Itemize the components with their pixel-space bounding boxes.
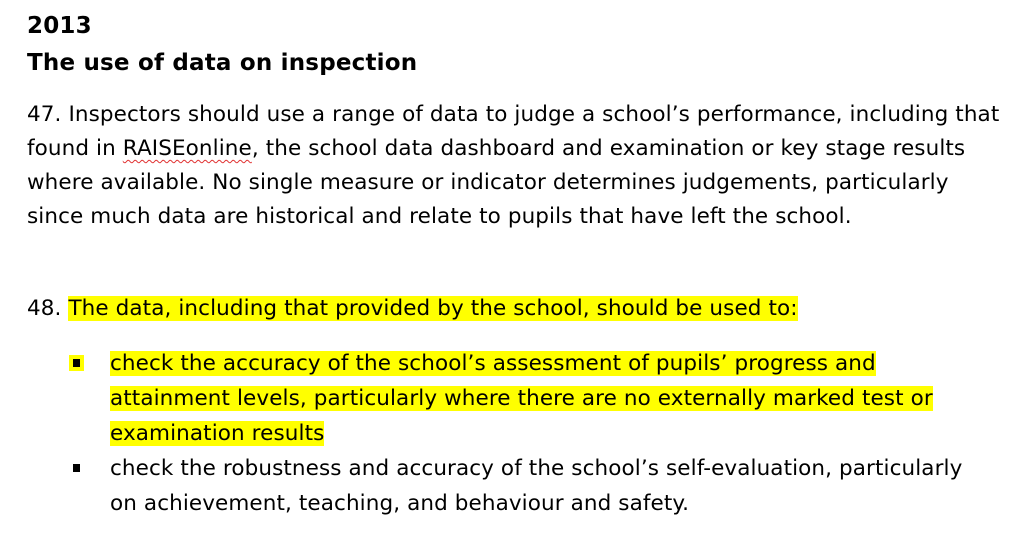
paragraph-number: 48. (27, 296, 62, 321)
bullet-icon (73, 464, 80, 472)
paragraph-number: 47. (27, 102, 62, 127)
paragraph-text-start: Inspectors should use a range of data to judge a school’s performance, including that found in (27, 102, 1000, 161)
paragraph-47 (27, 98, 1007, 234)
highlighted-text: check the accuracy of the school’s assessment of pupils’ progress and attainment levels, particularly where there are no externally marked test or examination results (110, 351, 933, 446)
paragraph-48 (27, 292, 1007, 326)
bullet-icon (73, 359, 80, 367)
section-title: The use of data on inspection (27, 50, 418, 76)
year-heading: 2013 (27, 13, 92, 39)
spellcheck-word: RAISEonline (122, 136, 252, 161)
highlighted-text: The data, including that provided by the school, should be used to: (68, 296, 798, 321)
list-item-text: check the robustness and accuracy of the school’s self-evaluation, particularly on achievement, teaching, and behaviour and safety. (110, 456, 963, 516)
paragraph-text-end: , the school data dashboard and examination or key stage results where available. No single measure or indicator determines judgements, particularly since much data are historical and relate to pupils that have left the school. (27, 136, 966, 229)
